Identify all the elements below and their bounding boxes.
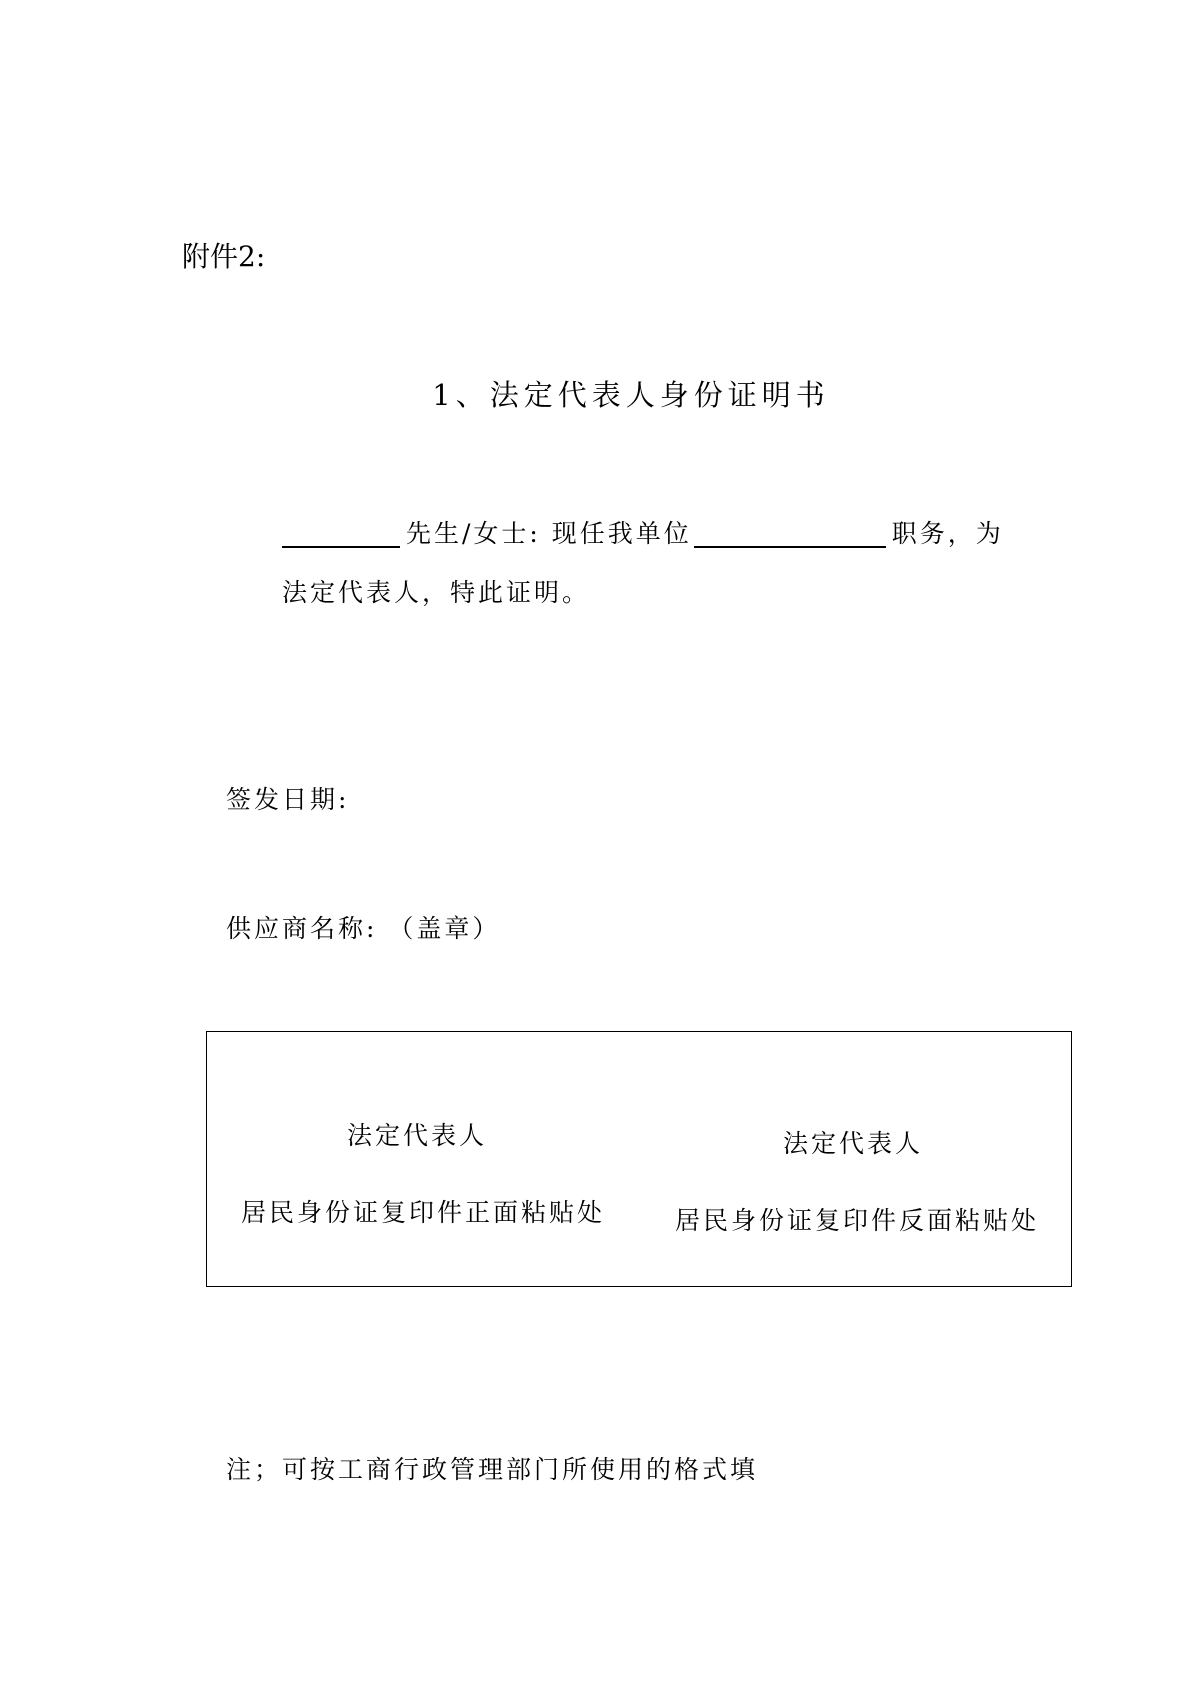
name-blank-field[interactable] (282, 518, 400, 548)
position-blank-field[interactable] (694, 518, 886, 548)
id-front-title: 法定代表人 (347, 1121, 488, 1150)
id-back-paste-area: 居民身份证复印件反面粘贴处 (675, 1206, 1040, 1235)
statement-mr-ms-text: 先生/女士: 现任我单位 (406, 519, 692, 548)
id-back-title: 法定代表人 (783, 1129, 924, 1158)
statement-line-1 (282, 517, 1004, 551)
issue-date-label: 签发日期: (226, 785, 350, 814)
statement-position-suffix: 职务，为 (891, 519, 1004, 548)
id-front-paste-area: 居民身份证复印件正面粘贴处 (241, 1198, 606, 1227)
id-card-paste-box (206, 1031, 1072, 1287)
statement-line-2: 法定代表人，特此证明。 (282, 578, 591, 607)
supplier-name-label: 供应商名称: （盖章） (226, 914, 501, 943)
attachment-label: 附件2: (182, 240, 266, 273)
footnote: 注；可按工商行政管理部门所使用的格式填 (226, 1455, 759, 1484)
document-title: 1、法定代表人身份证明书 (432, 378, 830, 412)
